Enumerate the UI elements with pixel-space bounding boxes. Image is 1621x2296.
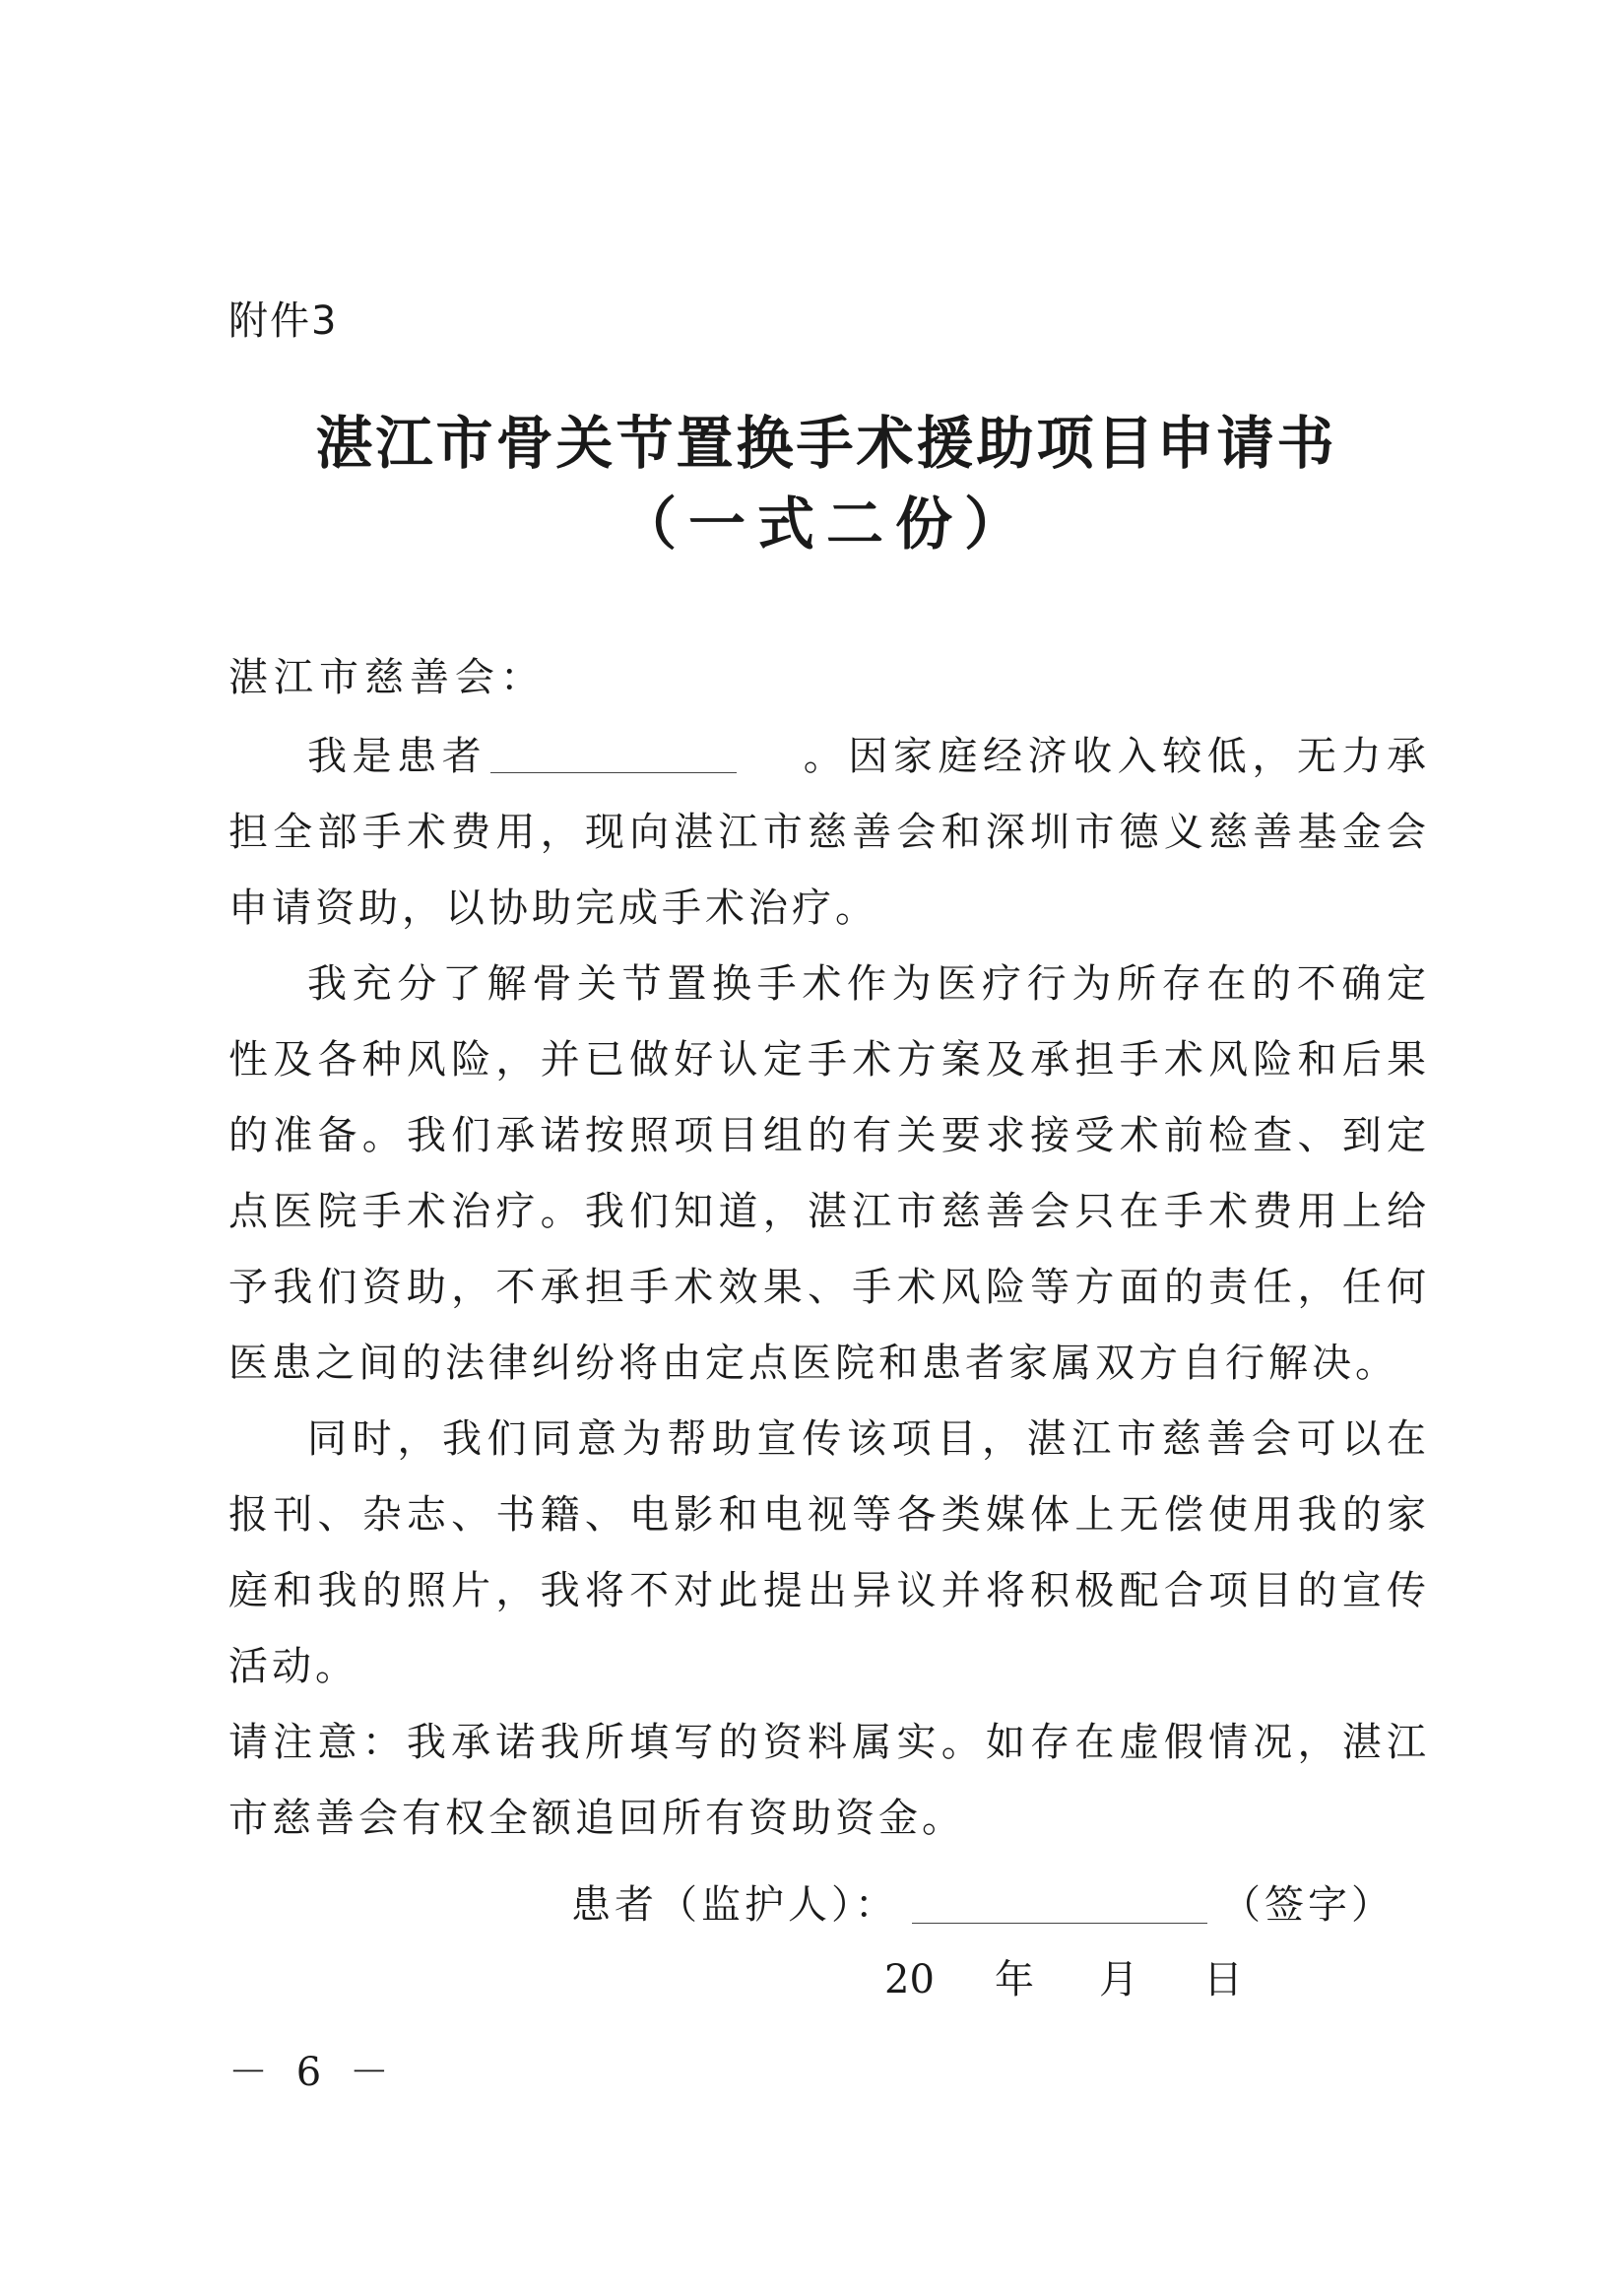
application-body xyxy=(228,719,1430,1857)
paragraph-notice: 请注意：我承诺我所填写的资料属实。如存在虚假情况，湛江市慈善会有权全额追回所有资助资金。 xyxy=(228,1720,1430,1841)
document-title: 湛江市骨关节置换手术援助项目申请书 xyxy=(315,410,1337,477)
page-number: － 6 － xyxy=(228,2050,397,2095)
signature-field[interactable] xyxy=(912,1883,1207,1924)
document-subtitle: （一式二份） xyxy=(618,491,1033,558)
date-day-label: 日 xyxy=(1203,1957,1243,2002)
date-row xyxy=(884,1950,1243,2009)
date-year-prefix: 20 xyxy=(884,1957,935,2002)
paragraph-publicity: 同时，我们同意为帮助宣传该项目，湛江市慈善会可以在报刊、杂志、书籍、电影和电视等各类媒体上无偿使用我的家庭和我的照片，我将不对此提出异议并将积极配合项目的宣传活动。 xyxy=(228,1416,1430,1689)
attachment-label: 附件3 xyxy=(228,298,339,344)
signature-label: 患者（监护人）： xyxy=(571,1882,898,1928)
paragraph-applicant xyxy=(228,719,1430,947)
paragraph-risk: 我充分了解骨关节置换手术作为医疗行为所存在的不确定性及各种风险，并已做好认定手术方案及承担手术风险和后果的准备。我们承诺按照项目组的有关要求接受术前检查、到定点医院手术治疗。我们知道，湛江市慈善会只在手术费用上给予我们资助，不承担手术效果、手术风险等方面的责任，任何医患之间的法律纠纷将由定点医院和患者家属双方自行解决。 xyxy=(228,961,1430,1386)
signature-row xyxy=(571,1875,1394,1935)
date-year-label: 年 xyxy=(995,1957,1034,2002)
salutation: 湛江市慈善会： xyxy=(228,655,546,700)
date-month-label: 月 xyxy=(1099,1957,1138,2002)
paragraph-applicant-text: 。因家庭经济收入较低，无力承担全部手术费用，现向湛江市慈善会和深圳市德义慈善基金会申请资助，以协助完成手术治疗。 xyxy=(228,734,1431,931)
paragraph-applicant-intro: 我是患者 xyxy=(307,734,487,779)
patient-name-field[interactable] xyxy=(490,733,737,773)
signature-suffix: （签字） xyxy=(1221,1882,1394,1928)
